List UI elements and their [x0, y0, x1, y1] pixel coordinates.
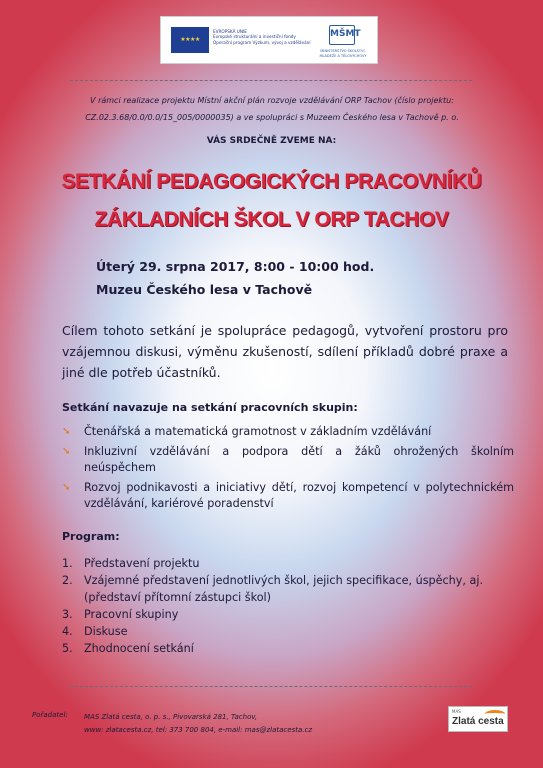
intro-line: V rámci realizace projektu Místní akční plán rozvoje vzdělávání ORP Tachov (číslo projektu:: [90, 96, 454, 105]
program-item-text: Vzájemné představení jednotlivých škol, jejich specifikace, úspěchy, aj. (představí přítomní zástupci škol): [84, 574, 484, 604]
item-number: 2.: [62, 574, 73, 587]
item-number: 3.: [62, 608, 73, 621]
group-item-text: Inkluzivní vzdělávání a podpora dětí a žáků ohrožených školním neúspěchem: [84, 445, 514, 474]
groups-heading: Setkání navazuje na setkání pracovních skupin:: [62, 401, 358, 414]
organizer-address: MAS Zlatá cesta, o. p. s., Pivovarská 281, Tachov,: [84, 713, 258, 721]
eu-logo-text: [213, 29, 313, 45]
program-item-text: Pracovní skupiny: [84, 608, 179, 621]
program-item-text: Zhodnocení setkání: [84, 642, 194, 655]
group-item-text: Čtenářská a matematická gramotnost v základním vzdělávání: [84, 425, 432, 438]
list-item: [62, 640, 514, 657]
event-title-line-2: ZÁKLADNÍCH ŠKOL V ORP TACHOV: [94, 208, 449, 231]
top-divider: [70, 80, 472, 81]
organizer-contact: [84, 711, 414, 737]
program-item-text: Diskuse: [84, 625, 128, 638]
list-item: [62, 444, 514, 476]
list-item: [62, 480, 514, 512]
item-number: 4.: [62, 625, 73, 638]
orange-arrow-icon: ➘: [62, 426, 71, 437]
intro-text: [62, 92, 482, 126]
list-item: [62, 572, 514, 606]
group-item-text: Rozvoj podnikavosti a iniciativy dětí, rozvoj kompetencí v polytechnickém vzdělávání, kariérové poradenství: [84, 481, 514, 510]
organizer-label: Pořadatel:: [32, 711, 68, 719]
zlata-cesta-logo: [448, 706, 508, 732]
event-description: Cílem tohoto setkání je spolupráce pedagogů, vytvoření prostoru pro vzájemnou diskusi, výměnu zkušeností, sdílení příkladů dobré praxe a jiné dle potřeb účastníků.: [62, 323, 508, 380]
event-title-line-1: SETKÁNÍ PEDAGOGICKÝCH PRACOVNÍKŮ: [61, 170, 482, 193]
intro-line: CZ.02.3.68/0.0/0.0/15_005/0000035) a ve spolupráci s Muzeem Českého lesa v Tachově p. o.: [85, 113, 459, 122]
msmt-logo-icon: MŠMT: [329, 25, 355, 45]
bottom-divider: [70, 686, 472, 687]
program-heading: Program:: [62, 530, 120, 543]
list-item: [62, 623, 514, 640]
list-item: [62, 424, 514, 440]
eu-text-line: Operační program Výzkum, vývoj a vzdělávání: [213, 39, 311, 45]
eu-text-line: EVROPSKÁ UNIE: [213, 29, 247, 34]
msmt-logo-text: MINISTERSTVO ŠKOLSTVÍ, MLÁDEŽE A TĚLOVÝCHOVY: [319, 49, 367, 58]
eu-text-line: Evropské strukturální a investiční fondy: [213, 34, 296, 40]
program-item-text: Představení projektu: [84, 557, 200, 570]
event-date-time: Úterý 29. srpna 2017, 8:00 - 10:00 hod.: [96, 259, 375, 274]
list-item: [62, 606, 514, 623]
sponsor-logo-box: [160, 16, 378, 64]
program-list: [62, 555, 514, 657]
organizer-web-contact: www: zlatacesta.cz, tel: 373 700 804, e-mail: mas@zlatacesta.cz: [84, 726, 312, 734]
list-item: [62, 555, 514, 572]
logo-small-text: MAS: [452, 709, 461, 714]
invite-heading: VÁS SRDEČNĚ ZVEME NA:: [206, 136, 337, 146]
eu-flag-icon: ★★★★: [171, 27, 209, 53]
orange-arrow-icon: ➘: [62, 482, 71, 493]
item-number: 1.: [62, 557, 73, 570]
logo-name: Zlatá cesta: [452, 716, 504, 727]
groups-list: [62, 424, 514, 516]
item-number: 5.: [62, 642, 73, 655]
orange-arrow-icon: ➘: [62, 446, 71, 457]
event-location: Muzeu Českého lesa v Tachově: [96, 282, 313, 297]
